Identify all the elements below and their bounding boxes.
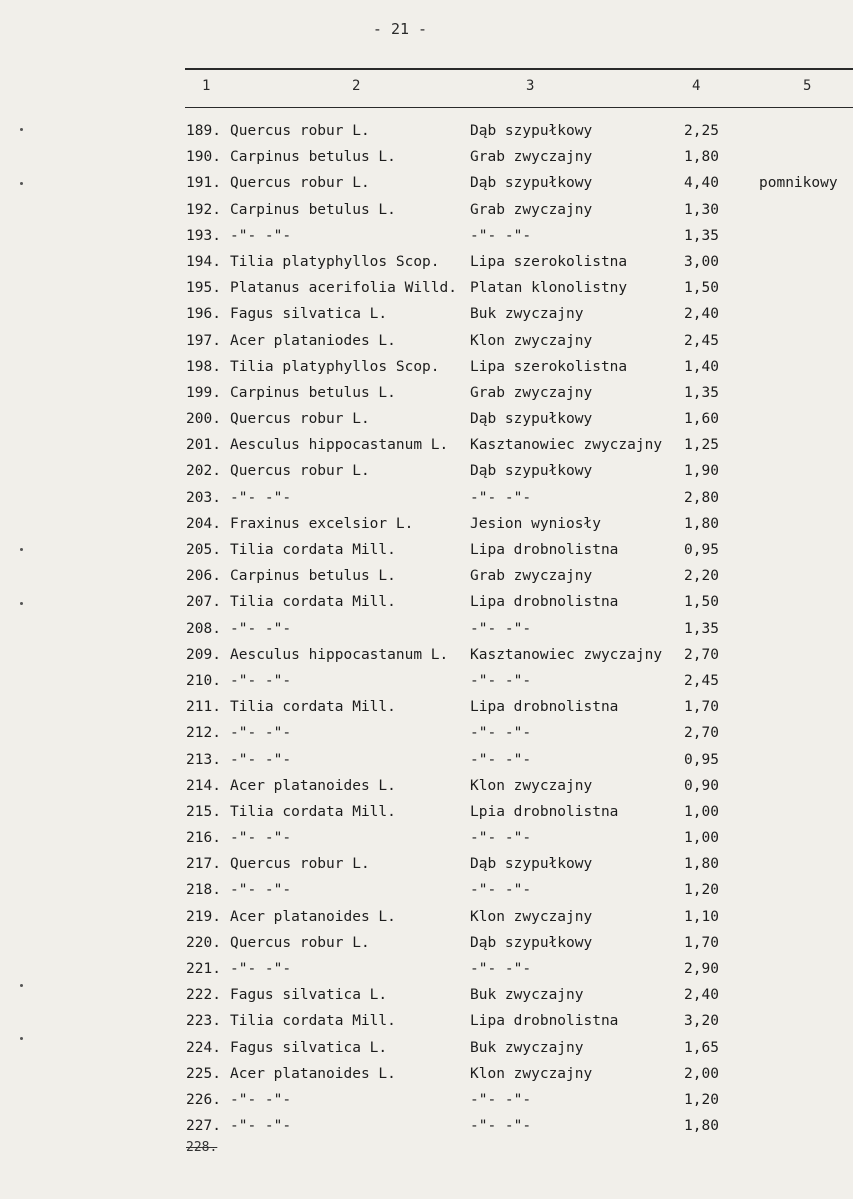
table-row xyxy=(186,747,853,773)
column-header-1: 1 xyxy=(202,78,211,94)
row-number: 221. xyxy=(186,961,221,977)
polish-name: Dąb szypułkowy xyxy=(470,856,593,873)
table-row xyxy=(186,223,853,249)
table-row xyxy=(186,485,853,511)
table-row xyxy=(186,851,853,877)
row-number: 199. xyxy=(186,384,221,401)
latin-name: -"- -"- xyxy=(230,489,292,506)
latin-name: Acer platanoides L. xyxy=(230,777,396,794)
value-cell: 1,25 xyxy=(684,437,719,454)
table-row xyxy=(186,668,853,694)
table-row xyxy=(186,249,853,275)
margin-mark xyxy=(20,984,23,987)
polish-name: Lipa szerokolistna xyxy=(470,253,628,270)
value-cell: 1,80 xyxy=(684,856,719,873)
latin-name: Fraxinus excelsior L. xyxy=(230,515,414,532)
table-row xyxy=(186,1008,853,1034)
latin-name: -"- -"- xyxy=(230,1091,292,1108)
polish-name: Grab zwyczajny xyxy=(470,384,593,401)
value-cell: 1,10 xyxy=(684,908,719,925)
table-row xyxy=(186,301,853,327)
polish-name: Lipa drobnolistna xyxy=(470,699,619,716)
row-number: 201. xyxy=(186,437,221,454)
latin-name: Carpinus betulus L. xyxy=(230,568,396,585)
table-row xyxy=(186,877,853,903)
value-cell: 2,45 xyxy=(684,672,719,689)
latin-name: Tilia cordata Mill. xyxy=(230,803,396,820)
table-row xyxy=(186,563,853,589)
polish-name: Lipa szerokolistna xyxy=(470,358,628,375)
latin-name: -"- -"- xyxy=(230,961,292,977)
value-cell: 2,45 xyxy=(684,332,719,349)
row-number: 218. xyxy=(186,882,221,899)
value-cell: 2,70 xyxy=(684,646,719,663)
table-row xyxy=(186,354,853,380)
table-row xyxy=(186,380,853,406)
latin-name: Quercus robur L. xyxy=(230,934,370,951)
row-number: 202. xyxy=(186,463,221,480)
value-cell: 1,90 xyxy=(684,463,719,480)
value-cell: 1,35 xyxy=(684,384,719,401)
latin-name: Aesculus hippocastanum L. xyxy=(230,437,449,454)
margin-mark xyxy=(20,1037,23,1040)
table-row xyxy=(186,773,853,799)
table-row xyxy=(186,642,853,668)
table-row xyxy=(186,720,853,746)
table-row xyxy=(186,170,853,196)
value-cell: 2,90 xyxy=(684,961,719,977)
row-number: 220. xyxy=(186,934,221,951)
latin-name: Tilia cordata Mill. xyxy=(230,542,396,558)
row-number: 190. xyxy=(186,149,221,166)
row-number: 219. xyxy=(186,908,221,925)
row-number: 227. xyxy=(186,1118,221,1135)
row-number: 195. xyxy=(186,280,221,297)
row-number: 189. xyxy=(186,123,221,139)
column-header-2: 2 xyxy=(352,78,361,94)
value-cell: 2,40 xyxy=(684,306,719,323)
table-row xyxy=(186,982,853,1008)
latin-name: -"- -"- xyxy=(230,830,292,847)
row-number: 207. xyxy=(186,594,221,611)
row-number: 226. xyxy=(186,1091,221,1108)
row-number: 211. xyxy=(186,699,221,716)
polish-name: -"- -"- xyxy=(470,1091,532,1108)
latin-name: -"- -"- xyxy=(230,672,292,689)
value-cell: 1,80 xyxy=(684,1118,719,1135)
latin-name: Quercus robur L. xyxy=(230,175,370,192)
page-number: - 21 - xyxy=(372,20,428,38)
polish-name: Kasztanowiec zwyczajny xyxy=(470,437,663,454)
table-row xyxy=(186,616,853,642)
value-cell: 1,00 xyxy=(684,803,719,820)
column-header-3: 3 xyxy=(526,78,535,94)
value-cell: 1,65 xyxy=(684,1039,719,1056)
latin-name: Carpinus betulus L. xyxy=(230,384,396,401)
table-row xyxy=(186,1035,853,1061)
polish-name: Dąb szypułkowy xyxy=(470,463,593,480)
table-row xyxy=(186,197,853,223)
latin-name: Aesculus hippocastanum L. xyxy=(230,646,449,663)
column-header-5: 5 xyxy=(803,78,812,94)
row-number: 223. xyxy=(186,1013,221,1030)
polish-name: -"- -"- xyxy=(470,751,532,768)
row-number: 200. xyxy=(186,411,221,428)
polish-name: -"- -"- xyxy=(470,227,532,244)
polish-name: Lpia drobnolistna xyxy=(470,803,619,820)
row-number: 222. xyxy=(186,987,221,1004)
row-number: 217. xyxy=(186,856,221,873)
value-cell: 1,30 xyxy=(684,201,719,218)
value-cell: 4,40 xyxy=(684,175,719,192)
row-number: 210. xyxy=(186,672,221,689)
row-number: 225. xyxy=(186,1065,221,1082)
polish-name: Dąb szypułkowy xyxy=(470,934,593,951)
value-cell: 2,40 xyxy=(684,987,719,1004)
table-row xyxy=(186,1113,853,1139)
latin-name: -"- -"- xyxy=(230,227,292,244)
polish-name: Klon zwyczajny xyxy=(470,1065,593,1082)
polish-name: Jesion wyniosły xyxy=(470,515,601,532)
table-row xyxy=(186,1087,853,1113)
table-row xyxy=(186,275,853,301)
value-cell: 0,90 xyxy=(684,777,719,794)
value-cell: 1,35 xyxy=(684,620,719,637)
value-cell: 1,20 xyxy=(684,882,719,899)
value-cell: 1,60 xyxy=(684,411,719,428)
latin-name: Platanus acerifolia Willd. xyxy=(230,280,457,297)
table-row xyxy=(186,537,853,563)
row-number: 203. xyxy=(186,489,221,506)
row-number: 196. xyxy=(186,306,221,323)
polish-name: -"- -"- xyxy=(470,620,532,637)
table-row xyxy=(186,930,853,956)
latin-name: -"- -"- xyxy=(230,725,292,742)
table-row xyxy=(186,432,853,458)
row-number: 208. xyxy=(186,620,221,637)
margin-mark xyxy=(20,548,23,551)
polish-name: Kasztanowiec zwyczajny xyxy=(470,646,663,663)
table-row xyxy=(186,406,853,432)
value-cell: 1,50 xyxy=(684,594,719,611)
value-cell: 1,40 xyxy=(684,358,719,375)
note-cell: pomnikowy xyxy=(759,175,838,192)
row-number: 215. xyxy=(186,803,221,820)
latin-name: Tilia cordata Mill. xyxy=(230,594,396,611)
latin-name: Acer platanoides L. xyxy=(230,1065,396,1082)
row-number: 193. xyxy=(186,227,221,244)
margin-mark xyxy=(20,128,23,131)
row-number: 192. xyxy=(186,201,221,218)
table-row xyxy=(186,589,853,615)
row-number: 194. xyxy=(186,253,221,270)
column-header-4: 4 xyxy=(692,78,701,94)
table-header-rule xyxy=(185,107,853,108)
struck-number: 228. xyxy=(186,1140,218,1155)
value-cell: 2,25 xyxy=(684,123,719,139)
row-number: 191. xyxy=(186,175,221,192)
value-cell: 1,80 xyxy=(684,149,719,166)
table-row xyxy=(186,904,853,930)
row-number: 205. xyxy=(186,542,221,558)
polish-name: Buk zwyczajny xyxy=(470,306,584,323)
polish-name: Buk zwyczajny xyxy=(470,1039,584,1056)
polish-name: Lipa drobnolistna xyxy=(470,594,619,611)
polish-name: Klon zwyczajny xyxy=(470,777,593,794)
polish-name: -"- -"- xyxy=(470,1118,532,1135)
polish-name: -"- -"- xyxy=(470,882,532,899)
latin-name: Fagus silvatica L. xyxy=(230,1039,388,1056)
latin-name: -"- -"- xyxy=(230,751,292,768)
polish-name: -"- -"- xyxy=(470,672,532,689)
table-row xyxy=(186,511,853,537)
polish-name: -"- -"- xyxy=(470,830,532,847)
table-row xyxy=(186,694,853,720)
row-number: 197. xyxy=(186,332,221,349)
table-row xyxy=(186,799,853,825)
polish-name: Klon zwyczajny xyxy=(470,332,593,349)
value-cell: 1,00 xyxy=(684,830,719,847)
value-cell: 3,00 xyxy=(684,253,719,270)
polish-name: Platan klonolistny xyxy=(470,280,628,297)
table-row xyxy=(186,144,853,170)
latin-name: Quercus robur L. xyxy=(230,856,370,873)
latin-name: Quercus robur L. xyxy=(230,411,370,428)
value-cell: 1,80 xyxy=(684,515,719,532)
polish-name: Grab zwyczajny xyxy=(470,149,593,166)
polish-name: Klon zwyczajny xyxy=(470,908,593,925)
row-number: 209. xyxy=(186,646,221,663)
polish-name: -"- -"- xyxy=(470,489,532,506)
row-number: 204. xyxy=(186,515,221,532)
row-number: 206. xyxy=(186,568,221,585)
polish-name: Dąb szypułkowy xyxy=(470,175,593,192)
latin-name: Tilia platyphyllos Scop. xyxy=(230,358,440,375)
polish-name: Dąb szypułkowy xyxy=(470,123,593,139)
table-row xyxy=(186,956,853,982)
value-cell: 2,00 xyxy=(684,1065,719,1082)
row-number: 212. xyxy=(186,725,221,742)
latin-name: -"- -"- xyxy=(230,1118,292,1135)
value-cell: 1,35 xyxy=(684,227,719,244)
table-body xyxy=(186,118,853,1139)
row-number: 216. xyxy=(186,830,221,847)
margin-mark xyxy=(20,602,23,605)
margin-mark xyxy=(20,182,23,185)
polish-name: Lipa drobnolistna xyxy=(470,1013,619,1030)
row-number: 224. xyxy=(186,1039,221,1056)
polish-name: -"- -"- xyxy=(470,725,532,742)
value-cell: 1,20 xyxy=(684,1091,719,1108)
table-row xyxy=(186,1061,853,1087)
row-number: 213. xyxy=(186,751,221,768)
latin-name: Carpinus betulus L. xyxy=(230,149,396,166)
table-row xyxy=(186,118,853,144)
latin-name: Fagus silvatica L. xyxy=(230,306,388,323)
polish-name: Buk zwyczajny xyxy=(470,987,584,1004)
latin-name: Tilia cordata Mill. xyxy=(230,1013,396,1030)
latin-name: Acer platanoides L. xyxy=(230,908,396,925)
value-cell: 1,50 xyxy=(684,280,719,297)
polish-name: Grab zwyczajny xyxy=(470,568,593,585)
table-row xyxy=(186,328,853,354)
latin-name: Tilia cordata Mill. xyxy=(230,699,396,716)
row-number: 198. xyxy=(186,358,221,375)
latin-name: Carpinus betulus L. xyxy=(230,201,396,218)
polish-name: Lipa drobnolistna xyxy=(470,542,619,558)
latin-name: Tilia platyphyllos Scop. xyxy=(230,253,440,270)
value-cell: 2,20 xyxy=(684,568,719,585)
table-row xyxy=(186,458,853,484)
latin-name: Acer plataniodes L. xyxy=(230,332,396,349)
value-cell: 1,70 xyxy=(684,699,719,716)
table-row xyxy=(186,825,853,851)
polish-name: Grab zwyczajny xyxy=(470,201,593,218)
latin-name: Quercus robur L. xyxy=(230,123,370,139)
latin-name: -"- -"- xyxy=(230,620,292,637)
value-cell: 2,80 xyxy=(684,489,719,506)
polish-name: -"- -"- xyxy=(470,961,532,977)
value-cell: 3,20 xyxy=(684,1013,719,1030)
polish-name: Dąb szypułkowy xyxy=(470,411,593,428)
value-cell: 0,95 xyxy=(684,542,719,558)
latin-name: -"- -"- xyxy=(230,882,292,899)
value-cell: 2,70 xyxy=(684,725,719,742)
value-cell: 0,95 xyxy=(684,751,719,768)
row-number: 214. xyxy=(186,777,221,794)
latin-name: Quercus robur L. xyxy=(230,463,370,480)
table-top-rule xyxy=(185,68,853,70)
value-cell: 1,70 xyxy=(684,934,719,951)
latin-name: Fagus silvatica L. xyxy=(230,987,388,1004)
